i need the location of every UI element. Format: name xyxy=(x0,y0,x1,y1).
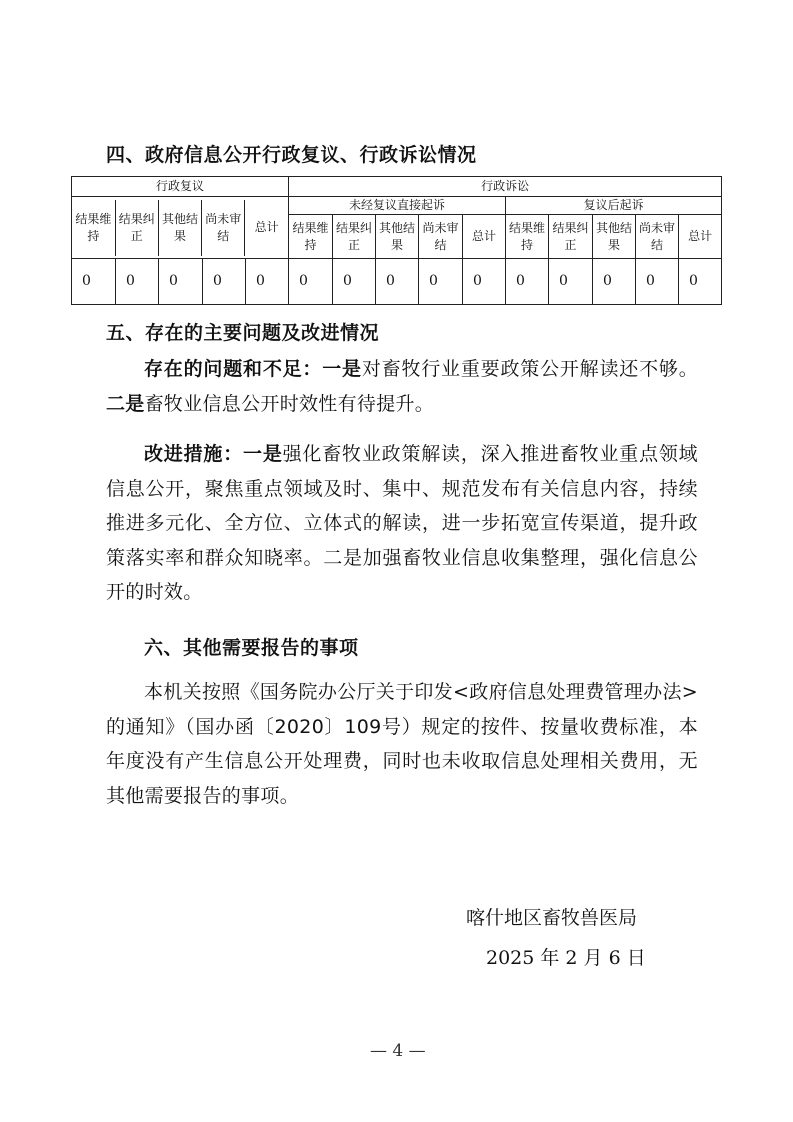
section-4-heading: 四、政府信息公开行政复议、行政诉讼情况 xyxy=(106,144,477,166)
admin-litigation-header: 行政诉讼 xyxy=(289,177,722,197)
table-cell: 0 xyxy=(679,259,722,305)
review-litigation-table xyxy=(71,176,722,305)
signature-org: 喀什地区畜牧兽医局 xyxy=(466,907,638,929)
table-cell: 0 xyxy=(116,259,159,305)
col-header: 结果维持 xyxy=(506,215,549,259)
table-cell: 0 xyxy=(463,259,506,305)
section-6-paragraph: 本机关按照《国务院办公厅关于印发<政府信息处理费管理办法>的通知》（国办函〔2020〕109号）规定的按件、按量收费标准，本年度没有产生信息公开处理费，同时也未收取信息处理相关费用，无其他需要报告的事项。 xyxy=(106,681,698,807)
col-header: 其他结果 xyxy=(158,200,201,256)
table-cell: 0 xyxy=(419,259,463,305)
table-cell: 0 xyxy=(72,259,116,305)
table-cell: 0 xyxy=(203,259,246,305)
col-header: 结果维持 xyxy=(72,200,115,256)
table-cell: 0 xyxy=(506,259,549,305)
page-number: — 4 — xyxy=(370,1041,426,1061)
col-header: 结果纠正 xyxy=(115,200,158,256)
table-cell: 0 xyxy=(333,259,376,305)
table-cell: 0 xyxy=(159,259,203,305)
problems-one-text: 对畜牧行业重要政策公开解读还不够。 xyxy=(361,358,698,380)
table-cell: 0 xyxy=(246,259,289,305)
signature-date: 2025 年 2 月 6 日 xyxy=(486,947,646,969)
direct-suit-header: 未经复议直接起诉 xyxy=(289,197,506,215)
table-cell: 0 xyxy=(593,259,636,305)
col-header: 结果纠正 xyxy=(549,215,593,259)
col-header: 尚未审结 xyxy=(202,200,245,256)
table-cell: 0 xyxy=(549,259,593,305)
measures-one-label: 一是 xyxy=(243,443,283,465)
section-6-heading: 六、其他需要报告的事项 xyxy=(144,637,359,659)
section-5-heading: 五、存在的主要问题及改进情况 xyxy=(106,322,380,344)
admin-review-header: 行政复议 xyxy=(72,177,289,197)
after-review-suit-header: 复议后起诉 xyxy=(506,197,722,215)
problems-lead: 存在的问题和不足： xyxy=(144,358,323,380)
col-header: 结果纠正 xyxy=(333,215,376,259)
col-header: 总计 xyxy=(463,215,506,259)
problems-paragraph xyxy=(106,352,698,421)
measures-paragraph xyxy=(106,437,698,610)
col-header: 尚未审结 xyxy=(419,215,463,259)
table-cell: 0 xyxy=(376,259,419,305)
col-header: 结果维持 xyxy=(289,215,333,259)
problems-one-label: 一是 xyxy=(322,358,362,380)
table-cell: 0 xyxy=(289,259,333,305)
col-header: 其他结果 xyxy=(376,215,419,259)
problems-two-text: 畜牧业信息公开时效性有待提升。 xyxy=(144,392,435,415)
col-header: 尚未审结 xyxy=(636,215,679,259)
col-header: 总计 xyxy=(679,215,722,259)
col-header: 其他结果 xyxy=(593,215,636,259)
measures-text: 强化畜牧业政策解读，深入推进畜牧业重点领域信息公开，聚焦重点领域及时、集中、规范发布有关信息内容，持续推进多元化、全方位、立体式的解读，进一步拓宽宣传渠道，提升政策落实率和群众知晓率。二是加强畜牧业信息收集整理，强化信息公开的时效。 xyxy=(106,443,698,603)
problems-two-label: 二是 xyxy=(106,392,145,415)
review-cols xyxy=(72,197,289,259)
table-cell: 0 xyxy=(636,259,679,305)
measures-lead: 改进措施： xyxy=(144,443,244,465)
col-header: 总计 xyxy=(254,220,279,234)
